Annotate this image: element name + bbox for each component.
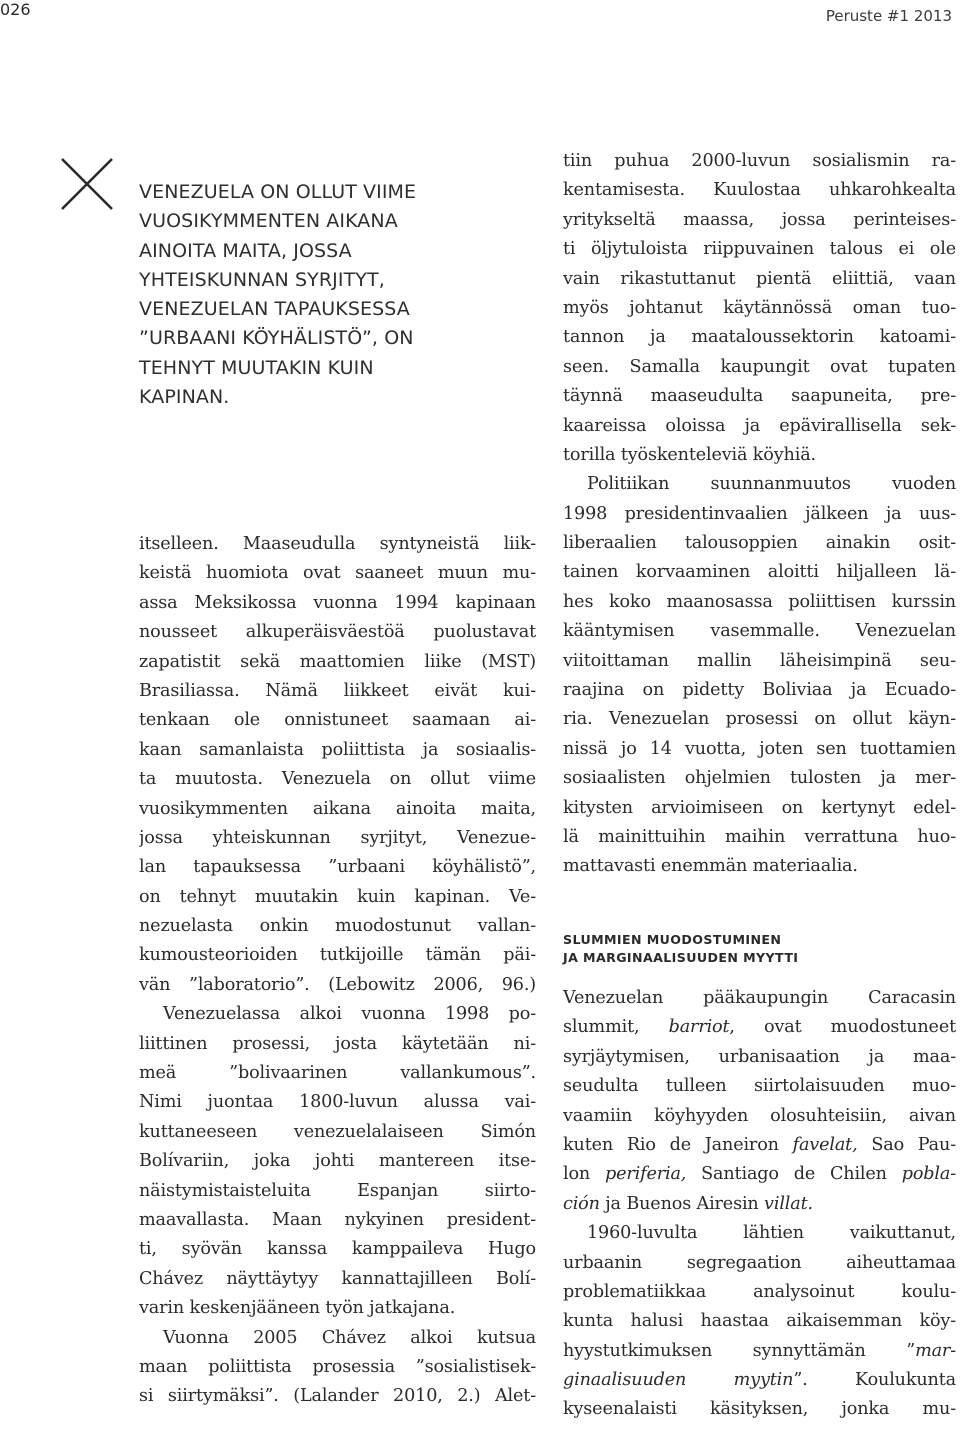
body-text-line: mattavasti enemmän materiaalia.: [563, 856, 858, 877]
body-text-line: Politiikan suunnanmuutos vuoden: [587, 474, 956, 495]
body-text-line: kyseenalaisti käsityksen, jonka mu-: [563, 1399, 956, 1420]
text-run: Santiago de Chilen: [686, 1164, 902, 1185]
body-text-line: keistä huomiota ovat saaneet muun mu-: [139, 563, 536, 584]
body-text-line: tenkaan ole onnistuneet saamaan ai-: [139, 710, 536, 731]
body-text-line: kitysten arvioimiseen on kertynyt edel-: [563, 797, 956, 818]
pull-quote-line: VUOSIKYMMENTEN AIKANA: [139, 210, 398, 233]
text-run: slummit,: [563, 1017, 669, 1038]
body-text-line: yritykseltä maassa, jossa perinteises-: [563, 209, 956, 230]
body-text-line: torilla työskenteleviä köyhiä.: [563, 444, 816, 465]
body-text-line: urbaanin segregaation aiheuttamaa: [563, 1252, 956, 1273]
left-text-column: [139, 530, 536, 1412]
body-text-line: liberaalien talousoppien ainakin osit-: [563, 533, 956, 554]
body-text-line: nezuelasta onkin muodostunut vallan-: [139, 916, 536, 937]
body-text-line: Venezuelassa alkoi vuonna 1998 po-: [163, 1004, 536, 1025]
italic-term: barriot: [668, 1017, 730, 1038]
body-text-line: vuosikymmenten aikana ainoita maita,: [139, 798, 536, 819]
text-run: ja Buenos Airesin: [599, 1193, 765, 1214]
body-text-line: nissä jo 14 vuotta, joten sen tuottamien: [563, 738, 956, 759]
body-text-line: [563, 1366, 956, 1395]
body-text-line: syrjäytymisen, urbanisaation ja maa-: [563, 1046, 956, 1067]
pull-quote-line: YHTEISKUNNAN SYRJITYT,: [139, 268, 385, 291]
body-text-line: assa Meksikossa vuonna 1994 kapinaan: [139, 592, 536, 613]
text-run: ”. Koulukunta: [793, 1370, 956, 1391]
body-text-line: lä mainittuihin maihin verrattuna huo-: [563, 826, 956, 847]
body-text-line: si siirtymäksi”. (Lalander 2010, 2.) Alet-: [139, 1386, 536, 1407]
body-text-line: myös johtanut käytännössä oman tuo-: [563, 297, 956, 318]
body-text-line: ti, syövän kanssa kamppaileva Hugo: [139, 1239, 536, 1260]
body-text-line: Brasiliassa. Nämä liikkeet eivät kui-: [139, 680, 536, 701]
body-text-line: tainen korvaaminen aloitti hiljalleen lä-: [563, 562, 956, 583]
text-run: Sao Pau-: [857, 1134, 956, 1155]
italic-term: villat.: [764, 1193, 813, 1214]
body-text-line: raajina on pidetty Boliviaa ja Ecuado-: [563, 680, 956, 701]
running-head: Peruste #1 2013: [825, 7, 952, 25]
right-text-column-lower: [563, 984, 956, 1425]
body-text-line: kunta halusi haastaa aikaisemman köy-: [563, 1311, 956, 1332]
italic-term: favelat,: [792, 1134, 858, 1155]
italic-term: periferia,: [604, 1164, 687, 1185]
pull-quote-line: KAPINAN.: [139, 386, 230, 409]
body-text-line: ria. Venezuelan prosessi on ollut käyn-: [563, 709, 956, 730]
pull-quote-line: VENEZUELAN TAPAUKSESSA: [139, 298, 410, 321]
italic-term: pobla-: [901, 1164, 956, 1185]
text-run: kuten Rio de Janeiron: [563, 1134, 793, 1155]
section-heading-line: SLUMMIEN MUODOSTUMINEN: [563, 932, 782, 947]
text-run: hyystutkimuksen synnyttämän ”: [563, 1340, 916, 1361]
body-text-line: [563, 1337, 956, 1366]
italic-term: ginaalisuuden myytin: [563, 1370, 794, 1391]
body-text-line: ta muutosta. Venezuela on ollut viime: [139, 769, 536, 790]
pull-quote-line: AINOITA MAITA, JOSSA: [139, 239, 352, 262]
body-text-line: tannon ja maataloussektorin katoami-: [563, 327, 956, 348]
body-text-line: hes koko maanosassa poliittisen kurssin: [563, 591, 956, 612]
pull-quote: [139, 178, 439, 412]
body-text-line: on tehnyt muutakin kuin kapinan. Ve-: [139, 886, 536, 907]
body-text-line: kaareissa oloissa ja epävirallisella sek-: [563, 415, 956, 436]
body-text-line: maan poliittista prosessia ”sosialistisek-: [139, 1356, 536, 1377]
body-text-line: problematiikkaa analysoinut koulu-: [563, 1281, 956, 1302]
body-text-line: viitoittaman mallin läheisimpinä seu-: [563, 650, 956, 671]
section-heading-line: JA MARGINAALISUUDEN MYYTTI: [563, 950, 799, 965]
body-text-line: [563, 1160, 956, 1189]
body-text-line: maavallasta. Maan nykyinen president-: [139, 1209, 536, 1230]
body-text-line: zapatistit sekä maattomien liike (MST): [139, 651, 536, 672]
body-text-line: sosiaalisten ohjelmien tulosten ja mer-: [563, 768, 956, 789]
italic-term: ción: [563, 1193, 600, 1214]
section-heading: [563, 931, 956, 967]
body-text-line: 1998 presidentinvaalien jälkeen ja uus-: [563, 503, 956, 524]
body-text-line: jossa yhteiskunnan syrjityt, Venezue-: [139, 827, 536, 848]
text-run: , ovat muodostuneet: [729, 1017, 956, 1038]
body-text-line: Bolívariin, joka johti mantereen itse-: [139, 1151, 536, 1172]
text-run: lon: [563, 1164, 605, 1185]
body-text-line: lan tapauksessa ”urbaani köyhälistö”,: [139, 857, 536, 878]
body-text-line: varin keskenjääneen työn jatkajana.: [139, 1298, 456, 1319]
body-text-line: kumousteorioiden tutkijoille tämän päi-: [139, 945, 536, 966]
body-text-line: ti öljytuloista riippuvainen talous ei ole: [563, 239, 956, 260]
pull-quote-line: ”URBAANI KÖYHÄLISTÖ”, ON: [139, 327, 414, 350]
body-text-line: näistymistaisteluita Espanjan siirto-: [139, 1180, 536, 1201]
body-text-line: 1960-luvulta lähtien vaikuttanut,: [587, 1223, 956, 1244]
body-text-line: kääntymisen vasemmalle. Venezuelan: [563, 621, 956, 642]
body-text-line: itselleen. Maaseudulla syntyneistä liik-: [139, 534, 536, 554]
body-text-line: Vuonna 2005 Chávez alkoi kutsua: [163, 1327, 536, 1348]
right-text-column: [563, 147, 956, 882]
body-text-line: vän ”laboratorio”. (Lebowitz 2006, 96.): [139, 974, 536, 995]
body-text-line: seen. Samalla kaupungit ovat tupaten: [563, 356, 956, 377]
body-text-line: [563, 1013, 956, 1042]
body-text-line: Nimi juontaa 1800-luvun alussa vai-: [139, 1092, 536, 1113]
italic-term: mar-: [915, 1340, 956, 1361]
body-text-line: Venezuelan pääkaupungin Caracasin: [563, 988, 956, 1008]
body-text-line: tiin puhua 2000-luvun sosialismin ra-: [563, 151, 956, 171]
page-number: 026: [0, 0, 31, 19]
body-text-line: kentamisesta. Kuulostaa uhkarohkealta: [563, 180, 956, 201]
body-text-line: Chávez näyttäytyy kannattajilleen Bolí-: [139, 1268, 536, 1289]
body-text-line: kaan samanlaista poliittista ja sosiaalis-: [139, 739, 536, 760]
body-text-line: seudulta tulleen siirtolaisuuden muo-: [563, 1076, 956, 1097]
pull-quote-line: VENEZUELA ON OLLUT VIIME: [139, 181, 417, 203]
body-text-line: täynnä maaseudulta saapuneita, pre-: [563, 386, 956, 407]
body-text-line: [563, 1190, 956, 1219]
body-text-line: vain rikastuttanut pientä eliittiä, vaan: [563, 268, 956, 289]
body-text-line: [563, 1131, 956, 1160]
body-text-line: vaamiin köyhyyden olosuhteisiin, aivan: [563, 1105, 956, 1126]
body-text-line: kuttaneeseen venezuelalaiseen Simón: [139, 1121, 536, 1142]
cross-mark-icon: [60, 157, 114, 211]
pull-quote-line: TEHNYT MUUTAKIN KUIN: [139, 356, 374, 379]
body-text-line: liittinen prosessi, josta käytetään ni-: [139, 1033, 536, 1054]
body-text-line: nousseet alkuperäisväestöä puolustavat: [139, 622, 536, 643]
body-text-line: meä ”bolivaarinen vallankumous”.: [139, 1063, 536, 1084]
